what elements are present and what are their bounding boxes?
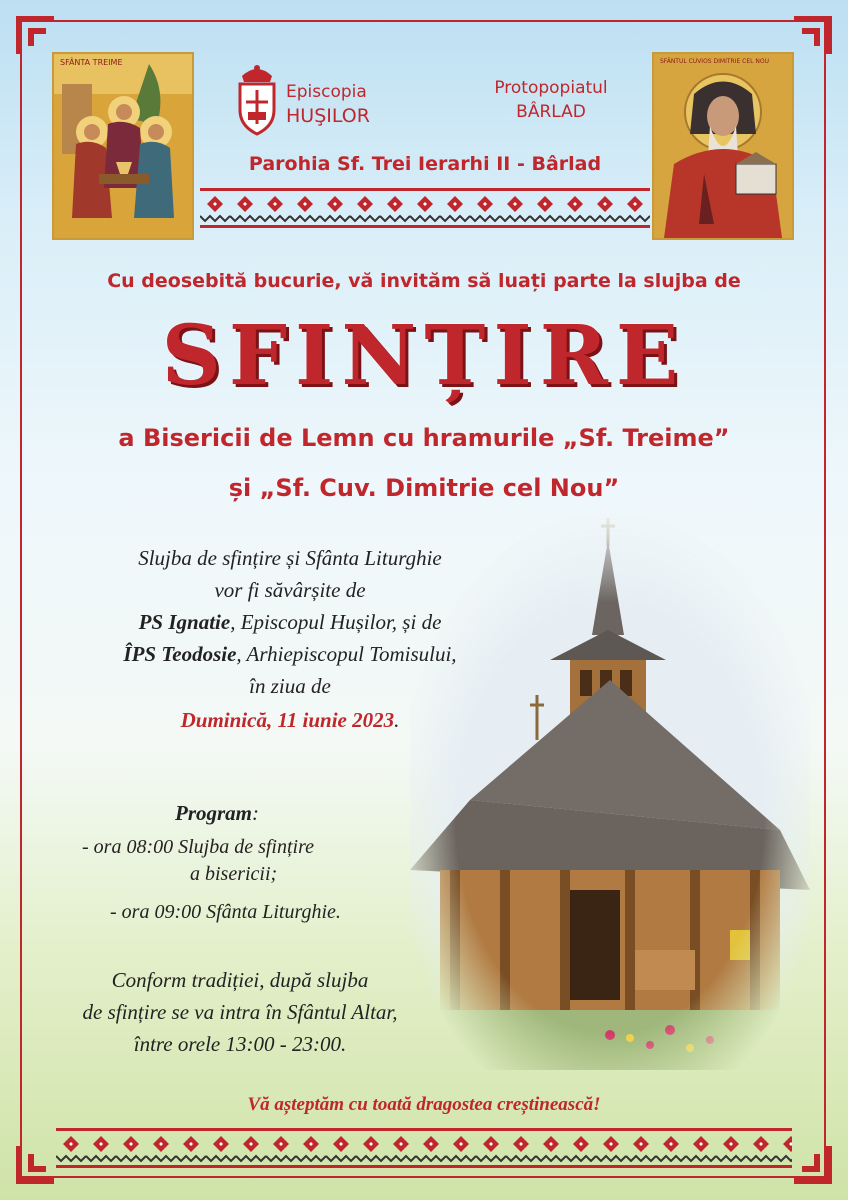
folk-pattern-band-bottom — [56, 1128, 792, 1168]
tradition-line2: de sfințire se va intra în Sfântul Altar, — [82, 1000, 398, 1024]
corner-ornament-icon — [14, 14, 56, 56]
program-item2: - ora 09:00 Sfânta Liturghie. — [110, 901, 341, 923]
subtitle-line1: a Bisericii de Lemn cu hramurile „Sf. Treime” — [118, 424, 730, 452]
saint-dimitrie-icon — [652, 52, 794, 240]
program-heading-text: Program — [175, 801, 253, 825]
program-heading — [175, 800, 259, 827]
tradition-note — [30, 964, 450, 1060]
tradition-line3: între orele 13:00 - 23:00. — [133, 1032, 347, 1056]
episcopia-label — [286, 80, 370, 128]
protopopiat-line1: Protopopiatul — [494, 78, 608, 98]
program-item1: - ora 08:00 Slujba de sfințire — [82, 836, 315, 858]
corner-ornament-icon — [14, 1144, 56, 1186]
invitation-text: Cu deosebită bucurie, vă invităm să luați parte la slujba de — [107, 270, 741, 292]
tradition-line1: Conform tradiției, după slujba — [111, 968, 369, 992]
subtitle-line2: și „Sf. Cuv. Dimitrie cel Nou” — [228, 474, 620, 502]
date-suffix: . — [394, 708, 400, 732]
corner-ornament-icon — [792, 14, 834, 56]
parish-name: Parohia Sf. Trei Ierarhi II - Bârlad — [248, 153, 602, 175]
bishop2-name: ÎPS Teodosie — [123, 642, 237, 666]
icon-right-label: SFÂNTUL CUVIOS DIMITRIE CEL NOU — [660, 58, 769, 65]
details-line4 — [30, 638, 550, 670]
closing-message: Vă așteptăm cu toată dragostea creștinească! — [247, 1094, 601, 1115]
protopopiat-label — [476, 76, 626, 124]
details-line5: în ziua de — [249, 674, 331, 698]
page-title: SFINȚIRE — [161, 308, 687, 404]
bishop2-title: , Arhiepiscopul Tomisului, — [236, 642, 457, 666]
coat-of-arms-icon — [234, 58, 280, 138]
corner-ornament-icon — [792, 1144, 834, 1186]
episcopia-line1: Episcopia — [286, 82, 367, 102]
details-line3 — [30, 606, 550, 638]
protopopiat-line2: BÂRLAD — [516, 102, 586, 122]
details-date-line — [30, 704, 550, 736]
folk-pattern-band — [200, 188, 650, 228]
ceremony-details — [30, 542, 550, 736]
details-line2: vor fi săvârșite de — [214, 578, 366, 602]
bishop1-name: PS Ignatie — [138, 610, 231, 634]
episcopia-line2: HUŞILOR — [286, 105, 370, 127]
program-item1-cont: a bisericii; — [190, 863, 278, 885]
details-line1: Slujba de sfințire și Sfânta Liturghie — [138, 546, 442, 570]
bishop1-title: , Episcopul Hușilor, și de — [230, 610, 442, 634]
event-date: Duminică, 11 iunie 2023 — [180, 708, 395, 732]
program-heading-colon: : — [252, 801, 260, 825]
holy-trinity-icon — [52, 52, 194, 240]
icon-left-label: SFÂNTA TREIME — [60, 58, 123, 67]
